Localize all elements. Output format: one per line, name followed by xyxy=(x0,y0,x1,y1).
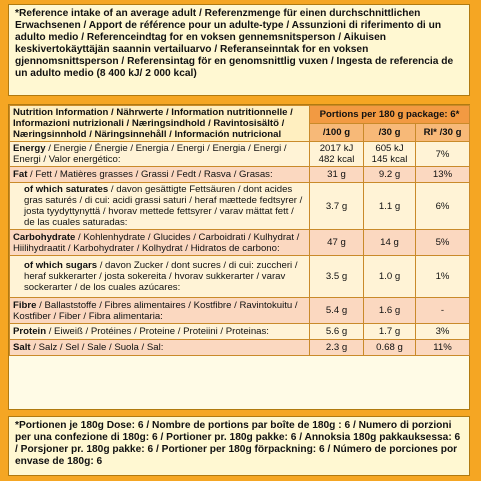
nutrient-translations: / Eiweiß / Protéines / Proteine / Proteiini / Proteinas: xyxy=(46,326,269,337)
value-ri: 13% xyxy=(416,167,470,183)
nutrient-label xyxy=(10,256,310,298)
nutrient-row xyxy=(10,183,470,230)
nutrient-row xyxy=(10,230,470,256)
value-per-30g: 605 kJ 145 kcal xyxy=(364,142,416,167)
value-ri: - xyxy=(416,298,470,324)
reference-intake-note: *Reference intake of an average adult / Referenzmenge für einen durchschnittlichen Erwachsenen / Apport de référence pour un adulte-type / Assunzioni di riferimento di un adulto medio / Referenceindtag for en voksen gennemsnitsperson / Aikuisen keskivertokäyttäjän saannin vertailuarvo / Referanseinntak for en voksen gjennomsnittsperson / Referensintag för en genomsnittlig vuxen / Ingesta de referencia de un adulto medio (8 400 kJ/ 2 000 kcal) xyxy=(8,4,470,96)
nutrient-name: Energy xyxy=(13,143,46,154)
value-ri: 1% xyxy=(416,256,470,298)
nutrition-table-container xyxy=(8,104,470,410)
value-per-30g: 14 g xyxy=(364,230,416,256)
nutrient-translations: / Kohlenhydrate / Glucides / Carboidrati / Kulhydrat / Hiilihydraatit / Karbohydrater / Kolhydrat / Hidratos de carbono: xyxy=(13,231,300,254)
nutrient-row xyxy=(10,298,470,324)
nutrient-translations: / Salz / Sel / Sale / Suola / Sal: xyxy=(30,342,164,353)
portions-header: Portions per 180 g package: 6* xyxy=(310,106,470,124)
value-ri: 3% xyxy=(416,324,470,340)
value-per-30g: 1.0 g xyxy=(364,256,416,298)
nutrient-translations: / Ballaststoffe / Fibres alimentaires / Kostfibre / Ravintokuitu / Kostfiber / Fiber / Fibra alimentaria: xyxy=(13,299,298,322)
nutrient-row xyxy=(10,142,470,167)
nutrient-row xyxy=(10,340,470,356)
nutrient-name: Protein xyxy=(13,326,47,337)
nutrient-label xyxy=(10,167,310,183)
nutrient-label xyxy=(10,324,310,340)
nutrient-label xyxy=(10,183,310,230)
nutrient-translations: / Fett / Matières grasses / Grassi / Fedt / Rasva / Grasas: xyxy=(27,169,273,180)
nutrient-translations: / davon Zucker / dont sucres / di cui: zuccheri / heraf sukkerarter / josta sokereita / hvorav sukkerarter / varav sockerarter / de los cuales azúcares: xyxy=(24,260,298,293)
nutrient-name: Fat xyxy=(13,169,28,180)
value-per-100g: 5.4 g xyxy=(310,298,364,324)
nutrient-name: Fibre xyxy=(13,299,37,311)
value-per-30g: 1.7 g xyxy=(364,324,416,340)
value-per-100g: 47 g xyxy=(310,230,364,256)
nutrient-label xyxy=(10,142,310,167)
nutrient-name: Salt xyxy=(13,342,31,353)
nutrient-translations: / Energie / Énergie / Energia / Energi / Energia / Energi / Energi / Valor energético: xyxy=(13,143,287,165)
value-per-100g: 2017 kJ 482 kcal xyxy=(310,142,364,167)
value-per-100g: 3.7 g xyxy=(310,183,364,230)
nutrient-name: of which sugars xyxy=(24,260,98,271)
nutrient-translations: / davon gesättigte Fettsäuren / dont acides gras saturés / di cui: acidi grassi saturi / heraf mættede fedtsyrer / josta tyydyttynyttä / hvorav mettede fettsyrer / varav mättat fett / de las cuales saturadas: xyxy=(24,184,303,228)
value-ri: 7% xyxy=(416,142,470,167)
value-per-30g: 1.6 g xyxy=(364,298,416,324)
value-ri: 6% xyxy=(416,183,470,230)
value-per-100g: 5.6 g xyxy=(310,324,364,340)
nutrient-label xyxy=(10,230,310,256)
portions-note: *Portionen je 180g Dose: 6 / Nombre de portions par boîte de 180g : 6 / Numero di porzioni per una confezione di 180g: 6 / Portioner pr. 180g pakke: 6 / Annoksia 180g pakkauksessa: 6 / Porsjoner pr. 180g pakke: 6 / Portioner per 180g förpackning: 6 / Número de porciones por envase de 180g: 6 xyxy=(8,416,470,476)
value-per-30g: 9.2 g xyxy=(364,167,416,183)
value-per-30g: 0.68 g xyxy=(364,340,416,356)
column-header-ri: RI* /30 g xyxy=(416,124,470,142)
nutrient-row xyxy=(10,256,470,298)
column-header-100g: /100 g xyxy=(310,124,364,142)
value-per-100g: 31 g xyxy=(310,167,364,183)
nutrition-table xyxy=(9,105,470,356)
value-ri: 5% xyxy=(416,230,470,256)
nutrition-info-header: Nutrition Information / Nährwerte / Information nutritionnelle / Informazioni nutrizionali / Næringsindhold / Ravintosisältö / Næringsinnhold / Näringsinnehåll / Información nutricional xyxy=(10,106,310,142)
nutrient-name: of which saturates xyxy=(24,184,109,195)
value-per-100g: 2.3 g xyxy=(310,340,364,356)
value-ri: 11% xyxy=(416,340,470,356)
nutrient-label xyxy=(10,298,310,324)
value-per-100g: 3.5 g xyxy=(310,256,364,298)
value-per-30g: 1.1 g xyxy=(364,183,416,230)
column-header-30g: /30 g xyxy=(364,124,416,142)
nutrient-name: Carbohydrate xyxy=(13,231,76,243)
nutrient-row xyxy=(10,167,470,183)
nutrient-label xyxy=(10,340,310,356)
nutrient-row xyxy=(10,324,470,340)
